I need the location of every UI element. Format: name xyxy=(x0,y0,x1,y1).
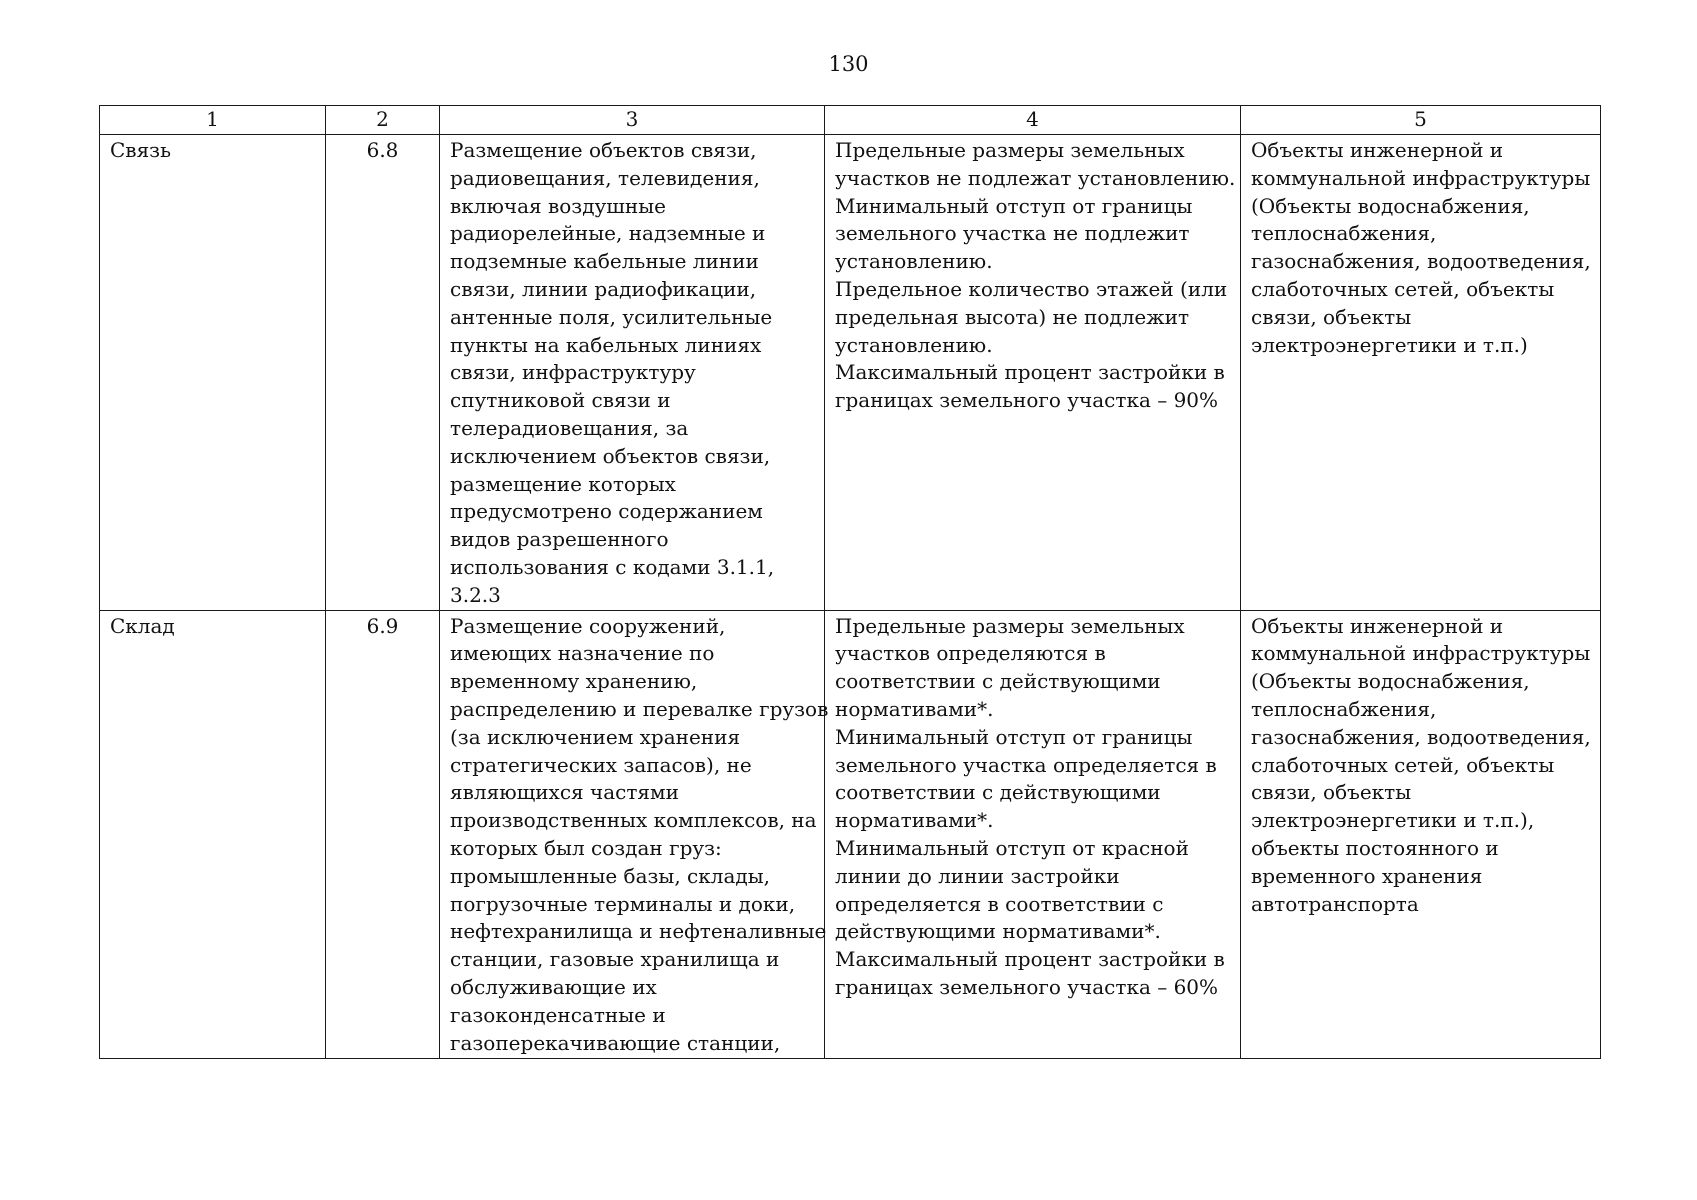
table-row xyxy=(100,610,1601,1058)
column-header-4: 4 xyxy=(825,106,1241,135)
cell-text-line: теплоснабжения, xyxy=(1251,221,1437,246)
cell-text-line: предельная высота) не подлежит xyxy=(835,304,1190,329)
cell-text-line: объекты постоянного и xyxy=(1251,835,1499,860)
cell-text-line: промышленные базы, склады, xyxy=(450,863,770,888)
cell-text-line: производственных комплексов, на xyxy=(450,808,817,833)
cell-text-line: установлению. xyxy=(835,332,993,357)
cell-text-line: обслуживающие их xyxy=(450,974,657,999)
cell-text-line: связи, объекты xyxy=(1251,304,1412,329)
cell-text-line: телерадиовещания, за xyxy=(450,415,689,440)
cell-text-line: стратегических запасов), не xyxy=(450,752,752,777)
cell-text-line: Размещение сооружений, xyxy=(450,613,726,638)
cell-text-line: границах земельного участка – 60% xyxy=(835,974,1219,999)
cell-text-line: нормативами*. xyxy=(835,696,994,721)
cell-text-line: (за исключением хранения xyxy=(450,724,741,749)
use-name-cell: Склад xyxy=(100,610,326,1058)
cell-text-line: участков не подлежат установлению. xyxy=(835,165,1236,190)
cell-text-line: нефтехранилища и нефтеналивные xyxy=(450,919,827,944)
cell-text-line: автотранспорта xyxy=(1251,891,1419,916)
cell-text-line: пункты на кабельных линиях xyxy=(450,332,762,357)
cell-text-line: газоснабжения, водоотведения, xyxy=(1251,724,1591,749)
cell-text-line: коммунальной инфраструктуры xyxy=(1251,641,1591,666)
cell-text-line: станции, газовые хранилища и xyxy=(450,947,780,972)
cell-text-line: Максимальный процент застройки в xyxy=(835,360,1225,385)
column-header-5: 5 xyxy=(1241,106,1601,135)
use-code-cell: 6.9 xyxy=(326,610,440,1058)
cell-text-line: радиовещания, телевидения, xyxy=(450,165,760,190)
cell-text-line: Предельные размеры земельных xyxy=(835,138,1185,162)
cell-text-line: соответствии с действующими xyxy=(835,780,1161,805)
cell-text-line: Максимальный процент застройки в xyxy=(835,947,1225,972)
cell-text-line: связи, объекты xyxy=(1251,780,1412,805)
cell-text-line: включая воздушные xyxy=(450,193,666,218)
cell-text-line: которых был создан груз: xyxy=(450,835,722,860)
cell-text-line: подземные кабельные линии xyxy=(450,249,759,274)
cell-text-line: электроэнергетики и т.п.), xyxy=(1251,808,1535,833)
cell-text-line: газоснабжения, водоотведения, xyxy=(1251,249,1591,274)
cell-text-line: Минимальный отступ от границы xyxy=(835,193,1193,218)
cell-text-line: слаботочных сетей, объекты xyxy=(1251,276,1555,301)
cell-text-line: линии до линии застройки xyxy=(835,863,1120,888)
parameters-cell xyxy=(825,135,1241,611)
cell-text-line: газоперекачивающие станции, xyxy=(450,1030,781,1055)
use-name-cell: Связь xyxy=(100,135,326,611)
cell-text-line: исключением объектов связи, xyxy=(450,443,771,468)
cell-text-line: участков определяются в xyxy=(835,641,1106,666)
auxiliary-uses-cell xyxy=(1241,135,1601,611)
cell-text-line: Объекты инженерной и xyxy=(1251,613,1504,638)
column-header-2: 2 xyxy=(326,106,440,135)
cell-text-line: определяется в соответствии с xyxy=(835,891,1164,916)
cell-text-line: Предельные размеры земельных xyxy=(835,613,1185,638)
cell-text-line: временному хранению, xyxy=(450,669,698,694)
cell-text-line: распределению и перевалке грузов xyxy=(450,696,829,721)
cell-text-line: видов разрешенного xyxy=(450,527,669,552)
cell-text-line: радиорелейные, надземные и xyxy=(450,221,766,246)
cell-text-line: границах земельного участка – 90% xyxy=(835,388,1219,413)
cell-text-line: слаботочных сетей, объекты xyxy=(1251,752,1555,777)
column-header-3: 3 xyxy=(440,106,825,135)
cell-text-line: использования с кодами 3.1.1, xyxy=(450,554,775,579)
cell-text-line: действующими нормативами*. xyxy=(835,919,1161,944)
cell-text-line: предусмотрено содержанием xyxy=(450,499,763,524)
cell-text-line: связи, линии радиофикации, xyxy=(450,276,757,301)
table-row xyxy=(100,135,1601,611)
cell-text-line: Объекты инженерной и xyxy=(1251,138,1504,162)
cell-text-line: имеющих назначение по xyxy=(450,641,715,666)
cell-text-line: нормативами*. xyxy=(835,808,994,833)
cell-text-line: размещение которых xyxy=(450,471,676,496)
cell-text-line: коммунальной инфраструктуры xyxy=(1251,165,1591,190)
description-cell xyxy=(440,135,825,611)
page-number: 130 xyxy=(828,52,869,76)
column-header-1: 1 xyxy=(100,106,326,135)
use-code-cell: 6.8 xyxy=(326,135,440,611)
parameters-cell xyxy=(825,610,1241,1058)
cell-text-line: являющихся частями xyxy=(450,780,679,805)
table-header-row xyxy=(100,106,1601,135)
cell-text-line: соответствии с действующими xyxy=(835,669,1161,694)
cell-text-line: связи, инфраструктуру xyxy=(450,360,696,385)
auxiliary-uses-cell xyxy=(1241,610,1601,1058)
cell-text-line: газоконденсатные и xyxy=(450,1002,666,1027)
cell-text-line: земельного участка не подлежит xyxy=(835,221,1190,246)
cell-text-line: электроэнергетики и т.п.) xyxy=(1251,332,1528,357)
cell-text-line: погрузочные терминалы и доки, xyxy=(450,891,796,916)
cell-text-line: 3.2.3 xyxy=(450,582,501,607)
cell-text-line: Минимальный отступ от границы xyxy=(835,724,1193,749)
cell-text-line: земельного участка определяется в xyxy=(835,752,1217,777)
cell-text-line: антенные поля, усилительные xyxy=(450,304,773,329)
cell-text-line: спутниковой связи и xyxy=(450,388,671,413)
cell-text-line: установлению. xyxy=(835,249,993,274)
cell-text-line: Предельное количество этажей (или xyxy=(835,276,1228,301)
land-use-table xyxy=(99,105,1601,1059)
cell-text-line: (Объекты водоснабжения, xyxy=(1251,669,1530,694)
cell-text-line: (Объекты водоснабжения, xyxy=(1251,193,1530,218)
cell-text-line: теплоснабжения, xyxy=(1251,696,1437,721)
cell-text-line: временного хранения xyxy=(1251,863,1483,888)
cell-text-line: Размещение объектов связи, xyxy=(450,138,757,162)
cell-text-line: Минимальный отступ от красной xyxy=(835,835,1189,860)
description-cell xyxy=(440,610,829,1058)
